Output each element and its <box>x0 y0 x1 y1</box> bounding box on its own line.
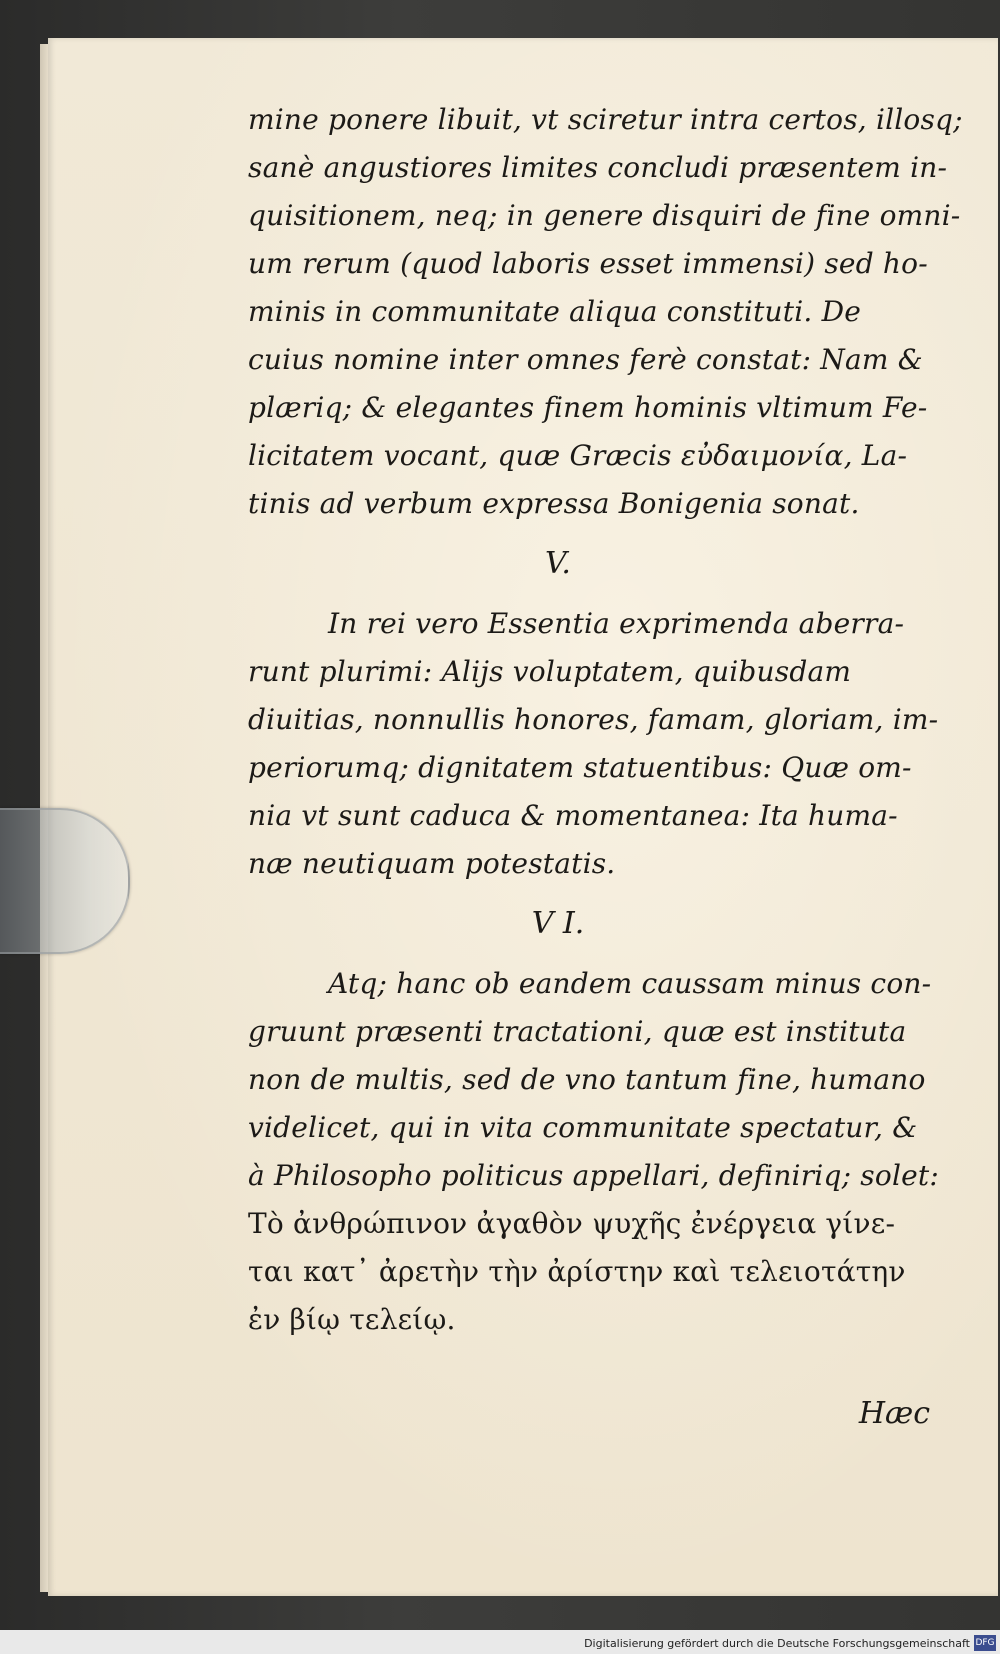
text-line: licitatem vocant, quæ Græcis εὐδαιμονία, La- <box>248 439 908 472</box>
text-line: periorumq; dignitatem statuentibus: Quæ om- <box>248 751 912 784</box>
text-line: plæriq; & elegantes finem hominis vltimum Fe- <box>248 391 928 424</box>
dfg-logo: DFG <box>974 1635 996 1651</box>
text-line: sanè angustiores limites concludi præsentem in- <box>248 151 948 184</box>
page-text <box>248 96 963 1344</box>
greek-line: ἐν βίῳ τελείῳ. <box>248 1303 456 1336</box>
text-line: runt plurimi: Alijs voluptatem, quibusdam <box>248 655 852 688</box>
text-line: videlicet, qui in vita communitate spectatur, & <box>248 1111 918 1144</box>
text-line: tinis ad verbum expressa Bonigenia sonat. <box>248 487 860 520</box>
text-line: quisitionem, neq; in genere disquiri de fine omni- <box>248 199 961 232</box>
text-line: næ neutiquam potestatis. <box>248 847 616 880</box>
text-line: diuitias, nonnullis honores, famam, gloriam, im- <box>248 703 939 736</box>
catchword: Hæc <box>858 1396 930 1431</box>
text-line: mine ponere libuit, vt sciretur intra certos, illosq; <box>248 103 963 136</box>
text-line: gruunt præsenti tractationi, quæ est instituta <box>248 1015 907 1048</box>
page-clip <box>0 808 130 954</box>
text-line: In rei vero Essentia exprimenda aberra- <box>328 607 905 640</box>
greek-line: Τὸ ἀνθρώπινον ἀγαθὸν ψυχῆς ἐνέργεια γίνε- <box>248 1207 896 1240</box>
funding-credit: Digitalisierung gefördert durch die Deutsche Forschungsgemeinschaft <box>584 1637 970 1650</box>
section-heading-vi: V I. <box>531 906 585 941</box>
text-line: non de multis, sed de vno tantum fine, humano <box>248 1063 926 1096</box>
text-line: minis in communitate aliqua constituti. De <box>248 295 861 328</box>
text-line: Atq; hanc ob eandem caussam minus con- <box>328 967 932 1000</box>
greek-line: ται κατ᾽ ἀρετὴν τὴν ἀρίστην καὶ τελειοτάτην <box>248 1255 906 1288</box>
text-line: à Philosopho politicus appellari, definiriq; solet: <box>248 1159 939 1192</box>
section-heading-v: V. <box>545 546 571 581</box>
footer-bar <box>0 1630 1000 1654</box>
text-line: cuius nomine inter omnes ferè constat: Nam & <box>248 343 923 376</box>
text-line: nia vt sunt caduca & momentanea: Ita huma- <box>248 799 898 832</box>
text-line: um rerum (quod laboris esset immensi) sed ho- <box>248 247 928 280</box>
